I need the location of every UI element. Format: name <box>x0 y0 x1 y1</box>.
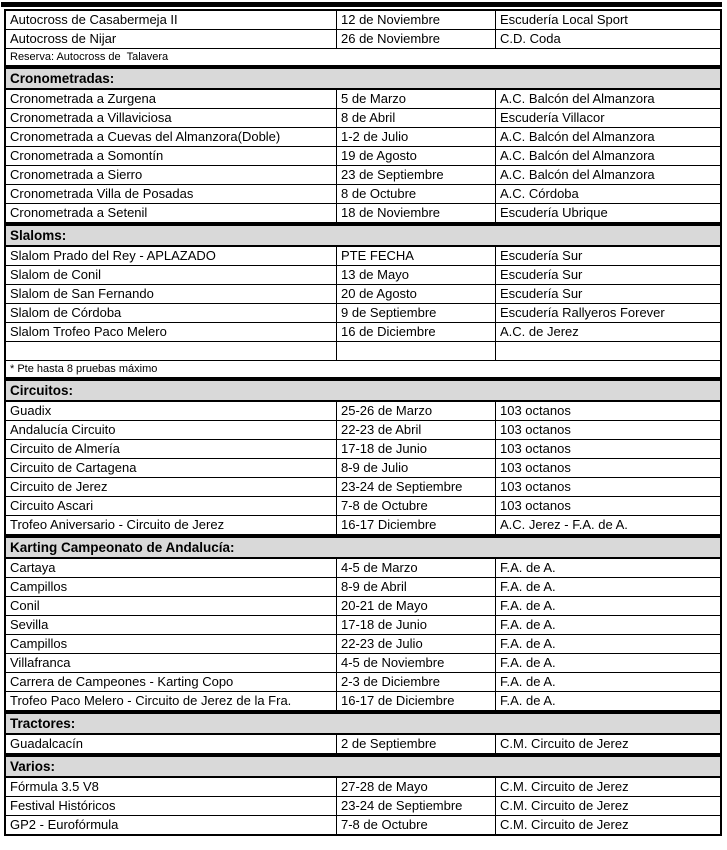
organizer-cell: F.A. de A. <box>495 578 720 596</box>
event-cell: Cronometrada a Villaviciosa <box>10 110 172 125</box>
date-cell: 8 de Octubre <box>336 185 495 203</box>
table-row <box>6 127 720 146</box>
event-cell: Carrera de Campeones - Karting Copo <box>10 674 234 689</box>
section-header-row <box>6 753 720 778</box>
section-title: Tractores: <box>10 716 76 731</box>
section-header-row <box>6 377 720 402</box>
table-row <box>6 815 720 834</box>
organizer-cell: F.A. de A. <box>495 654 720 672</box>
section-title: Karting Campeonato de Andalucía: <box>10 540 235 555</box>
organizer-cell: C.M. Circuito de Jerez <box>495 797 720 815</box>
table-row <box>6 577 720 596</box>
date-cell: 20 de Agosto <box>336 285 495 303</box>
table-row <box>6 596 720 615</box>
date-cell: 22-23 de Abril <box>336 421 495 439</box>
organizer-cell: C.M. Circuito de Jerez <box>495 778 720 796</box>
organizer-cell: Escudería Rallyeros Forever <box>495 304 720 322</box>
top-divider-bar <box>1 2 722 7</box>
date-cell: 1-2 de Julio <box>336 128 495 146</box>
note-row <box>6 360 720 377</box>
note-row <box>6 48 720 65</box>
organizer-cell: A.C. Jerez - F.A. de A. <box>495 516 720 534</box>
table-row <box>6 477 720 496</box>
event-cell: Autocross de Nijar <box>10 31 117 46</box>
organizer-cell: Escudería Villacor <box>495 109 720 127</box>
event-cell: Autocross de Casabermeja II <box>10 12 178 27</box>
section-title: Cronometradas: <box>10 71 115 86</box>
organizer-cell: F.A. de A. <box>495 616 720 634</box>
date-cell: 2-3 de Diciembre <box>336 673 495 691</box>
section-title: Circuitos: <box>10 383 74 398</box>
date-cell: 8 de Abril <box>336 109 495 127</box>
date-cell: 27-28 de Mayo <box>336 778 495 796</box>
table-row <box>6 672 720 691</box>
organizer-cell: Escudería Sur <box>495 266 720 284</box>
table-row <box>6 515 720 534</box>
event-cell: Slalom Trofeo Paco Melero <box>10 324 167 339</box>
empty-row <box>6 341 720 360</box>
date-cell: 4-5 de Marzo <box>336 559 495 577</box>
organizer-cell: 103 octanos <box>495 497 720 515</box>
organizer-cell: 103 octanos <box>495 478 720 496</box>
table-row <box>6 322 720 341</box>
table-row <box>6 496 720 515</box>
date-cell: 25-26 de Marzo <box>336 402 495 420</box>
date-cell: 7-8 de Octubre <box>336 816 495 834</box>
table-row <box>6 29 720 48</box>
table-row <box>6 284 720 303</box>
date-cell: 12 de Noviembre <box>336 11 495 29</box>
table-row <box>6 303 720 322</box>
event-cell: Villafranca <box>10 655 71 670</box>
event-cell: Fórmula 3.5 V8 <box>10 779 99 794</box>
date-cell: 16-17 de Diciembre <box>336 692 495 710</box>
date-cell: 5 de Marzo <box>336 90 495 108</box>
event-cell: Slalom de Conil <box>10 267 102 282</box>
organizer-cell: F.A. de A. <box>495 635 720 653</box>
event-cell: Cartaya <box>10 560 56 575</box>
table-row <box>6 615 720 634</box>
date-cell: 7-8 de Octubre <box>336 497 495 515</box>
organizer-cell: Escudería Sur <box>495 285 720 303</box>
event-cell: Festival Históricos <box>10 798 116 813</box>
organizer-cell: C.M. Circuito de Jerez <box>495 735 720 753</box>
organizer-cell: C.D. Coda <box>495 30 720 48</box>
organizer-cell: A.C. Balcón del Almanzora <box>495 166 720 184</box>
date-cell: 26 de Noviembre <box>336 30 495 48</box>
event-cell: Cronometrada Villa de Posadas <box>10 186 194 201</box>
event-cell: Sevilla <box>10 617 49 632</box>
organizer-cell: A.C. Balcón del Almanzora <box>495 128 720 146</box>
event-cell: Campillos <box>10 579 68 594</box>
section-header-row <box>6 534 720 559</box>
event-cell: Slalom de San Fernando <box>10 286 154 301</box>
organizer-cell: A.C. Balcón del Almanzora <box>495 147 720 165</box>
event-cell: Cronometrada a Cuevas del Almanzora(Doble) <box>10 129 281 144</box>
date-cell: 13 de Mayo <box>336 266 495 284</box>
section-header-row <box>6 710 720 735</box>
table-row <box>6 691 720 710</box>
organizer-cell: F.A. de A. <box>495 692 720 710</box>
event-cell <box>6 342 336 360</box>
event-cell: Cronometrada a Setenil <box>10 205 148 220</box>
event-cell: Circuito Ascari <box>10 498 94 513</box>
organizer-cell: 103 octanos <box>495 402 720 420</box>
table-row <box>6 108 720 127</box>
section-header-row <box>6 65 720 90</box>
date-cell: 4-5 de Noviembre <box>336 654 495 672</box>
table-row <box>6 203 720 222</box>
table-row <box>6 653 720 672</box>
event-cell: Slalom Prado del Rey - APLAZADO <box>10 248 216 263</box>
event-cell: Cronometrada a Zurgena <box>10 91 156 106</box>
event-cell: Guadix <box>10 403 52 418</box>
date-cell: 16-17 Diciembre <box>336 516 495 534</box>
date-cell: 23-24 de Septiembre <box>336 797 495 815</box>
event-cell: Campillos <box>10 636 68 651</box>
event-cell: Guadalcacín <box>10 736 83 751</box>
organizer-cell: F.A. de A. <box>495 559 720 577</box>
section-title: Varios: <box>10 759 56 774</box>
note-text: Reserva: Autocross de Talavera <box>10 51 169 63</box>
event-cell: GP2 - Eurofórmula <box>10 817 119 832</box>
date-cell: 23 de Septiembre <box>336 166 495 184</box>
section-header-row <box>6 222 720 247</box>
event-cell: Conil <box>10 598 40 613</box>
organizer-cell: A.C. Córdoba <box>495 185 720 203</box>
organizer-cell: 103 octanos <box>495 440 720 458</box>
date-cell: 23-24 de Septiembre <box>336 478 495 496</box>
table-row <box>6 634 720 653</box>
organizer-cell: F.A. de A. <box>495 597 720 615</box>
table-row <box>6 796 720 815</box>
organizer-cell: F.A. de A. <box>495 673 720 691</box>
date-cell: 18 de Noviembre <box>336 204 495 222</box>
table-row <box>6 146 720 165</box>
organizer-cell: C.M. Circuito de Jerez <box>495 816 720 834</box>
event-cell: Circuito de Almería <box>10 441 120 456</box>
date-cell: 9 de Septiembre <box>336 304 495 322</box>
table-row <box>6 265 720 284</box>
events-table <box>4 9 722 836</box>
section-title: Slaloms: <box>10 228 67 243</box>
event-cell: Cronometrada a Somontín <box>10 148 164 163</box>
note-text: * Pte hasta 8 pruebas máximo <box>10 363 158 375</box>
organizer-cell: 103 octanos <box>495 421 720 439</box>
table-row <box>6 778 720 796</box>
date-cell <box>336 342 495 360</box>
event-cell: Slalom de Córdoba <box>10 305 122 320</box>
table-row <box>6 11 720 29</box>
date-cell: 2 de Septiembre <box>336 735 495 753</box>
date-cell: 20-21 de Mayo <box>336 597 495 615</box>
event-cell: Trofeo Paco Melero - Circuito de Jerez de la Fra. <box>10 693 292 708</box>
organizer-cell: Escudería Local Sport <box>495 11 720 29</box>
event-cell: Andalucía Circuito <box>10 422 116 437</box>
organizer-cell: Escudería Sur <box>495 247 720 265</box>
table-row <box>6 402 720 420</box>
table-row <box>6 90 720 108</box>
event-cell: Trofeo Aniversario - Circuito de Jerez <box>10 517 225 532</box>
date-cell: 22-23 de Julio <box>336 635 495 653</box>
event-cell: Circuito de Cartagena <box>10 460 137 475</box>
table-row <box>6 165 720 184</box>
organizer-cell: Escudería Ubrique <box>495 204 720 222</box>
date-cell: 8-9 de Julio <box>336 459 495 477</box>
table-row <box>6 735 720 753</box>
table-row <box>6 458 720 477</box>
date-cell: 17-18 de Junio <box>336 440 495 458</box>
table-row <box>6 420 720 439</box>
organizer-cell <box>495 342 720 360</box>
table-row <box>6 247 720 265</box>
date-cell: 16 de Diciembre <box>336 323 495 341</box>
date-cell: 19 de Agosto <box>336 147 495 165</box>
date-cell: 8-9 de Abril <box>336 578 495 596</box>
date-cell: PTE FECHA <box>336 247 495 265</box>
organizer-cell: 103 octanos <box>495 459 720 477</box>
table-row <box>6 184 720 203</box>
organizer-cell: A.C. de Jerez <box>495 323 720 341</box>
event-cell: Circuito de Jerez <box>10 479 108 494</box>
organizer-cell: A.C. Balcón del Almanzora <box>495 90 720 108</box>
event-cell: Cronometrada a Sierro <box>10 167 143 182</box>
table-row <box>6 439 720 458</box>
date-cell: 17-18 de Junio <box>336 616 495 634</box>
table-row <box>6 559 720 577</box>
